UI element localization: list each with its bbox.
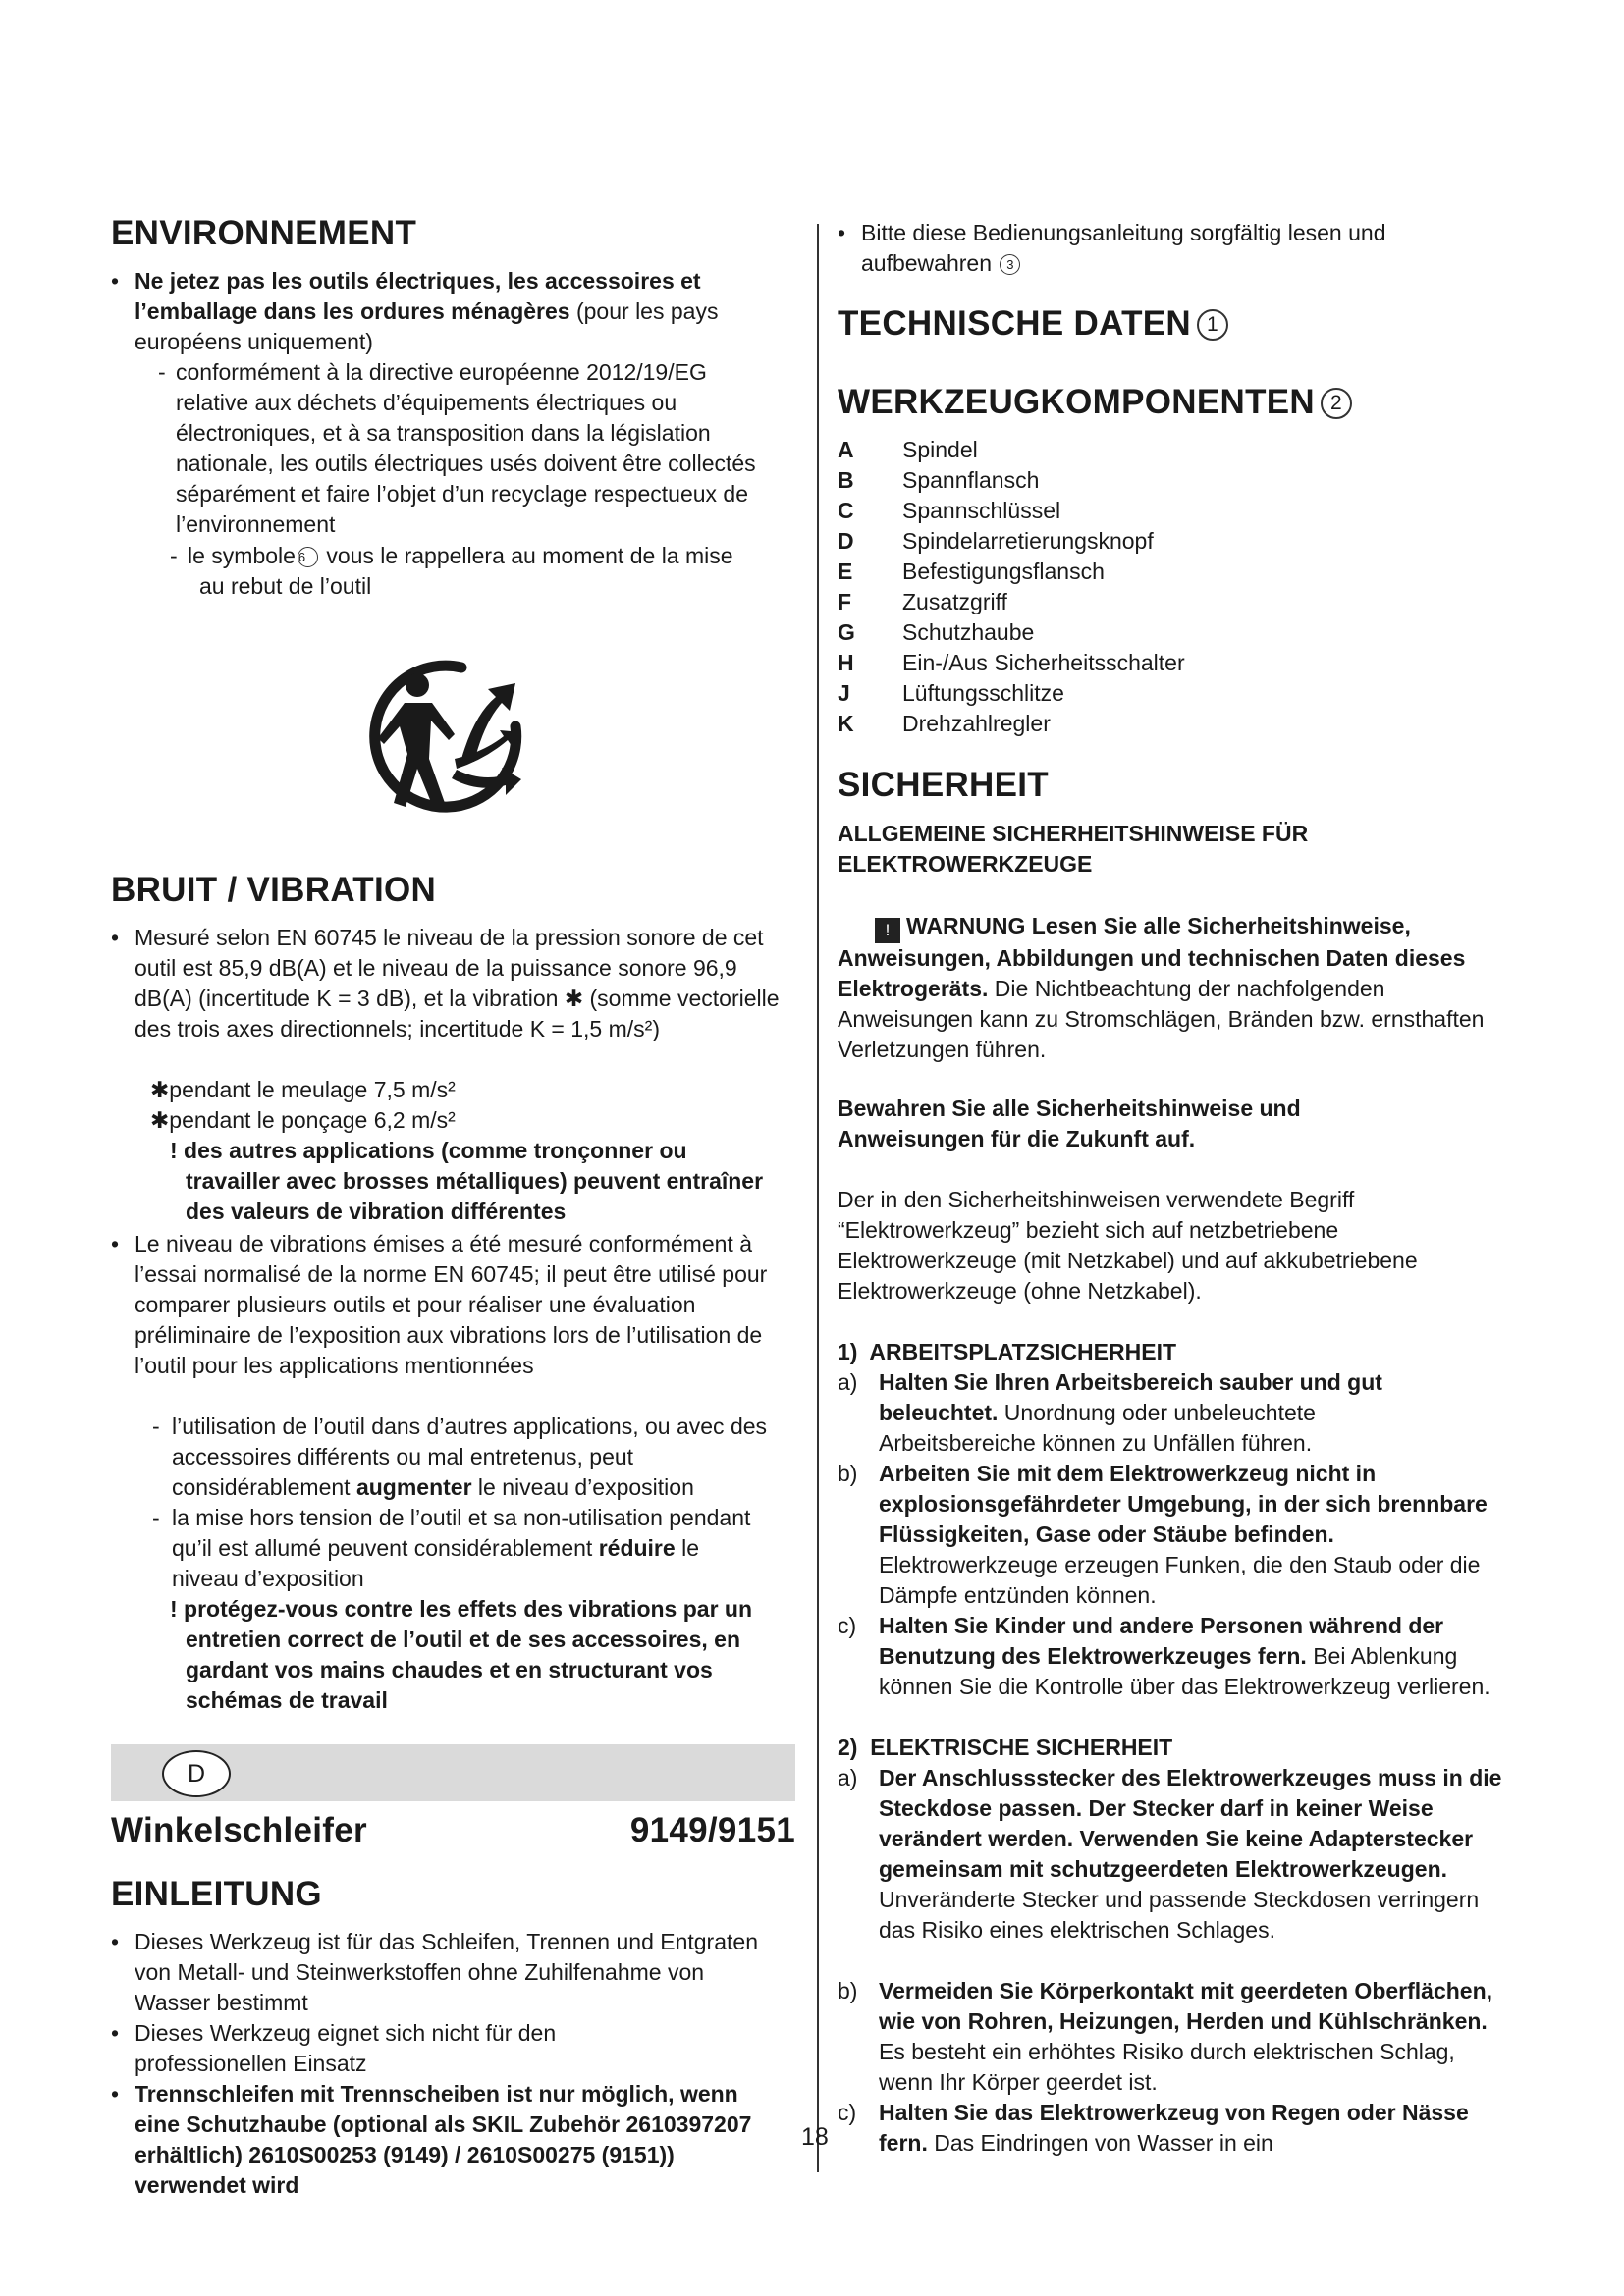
bullet-dot: •: [838, 220, 846, 245]
safety-warning: ! WARNUNG Lesen Sie alle Sicherheitshinweise, Anweisungen, Abbildungen und technischen Daten dieses Elektrogeräts. Die Nichtbeachtung der nachfolgenden Anweisungen kann zu Stromschlägen, Bränden bzw. ernsthaften Verletzungen führen.: [838, 913, 1485, 1062]
heading-environnement: ENVIRONNEMENT: [111, 214, 417, 252]
item-letter: c): [838, 2100, 857, 2125]
item-letter: a): [838, 1765, 858, 1790]
section-2-item-a: Der Anschlussstecker des Elektrowerkzeuges muss in die Steckdose passen. Der Stecker darf in keiner Weise verändert werden. Verwenden Sie keine Adapterstecker gemeinsam mit schutzgeerdeten Elektrowerkzeugen. Unveränderte Stecker und passende Steckdosen verringern das Risiko eines elektrischen Schlages.: [879, 1765, 1502, 1943]
list-item: J Lüftungsschlitze: [838, 680, 1064, 706]
asterisk-icon: ✱: [564, 986, 584, 1011]
triman-recycling-icon: [358, 646, 535, 818]
list-item: D Spindelarretierungsknopf: [838, 528, 1154, 554]
dash-marker: -: [158, 359, 166, 385]
item-letter: b): [838, 1978, 858, 2003]
section-1-item-b: Arbeiten Sie mit dem Elektrowerkzeug nicht in explosionsgefährdeter Umgebung, in der sich brennbare Flüssigkeiten, Gase oder Stäube befinden. Elektrowerkzeuge erzeugen Funken, die den Staub oder die Dämpfe entzünden können.: [879, 1461, 1488, 1608]
figure-ref-3: 3: [1000, 254, 1020, 275]
list-item: H Ein-/Aus Sicherheitsschalter: [838, 650, 1185, 675]
item-letter: c): [838, 1613, 857, 1638]
bullet-dot: •: [111, 1231, 120, 1256]
list-item: E Befestigungsflansch: [838, 559, 1105, 584]
safety-keep: Bewahren Sie alle Sicherheitshinweise und Anweisungen für die Zukunft auf.: [838, 1095, 1301, 1151]
figure-ref-2: 2: [1321, 388, 1352, 419]
country-badge: D: [162, 1750, 231, 1797]
figure-ref-1: 1: [1197, 309, 1228, 341]
list-item: K Drehzahlregler: [838, 711, 1051, 736]
noise-warning-1: ! des autres applications (comme tronçonner ou travailler avec brosses métalliques) peuvent entraîner des valeurs de vibration différentes: [170, 1138, 764, 1224]
section-1-heading: 1) ARBEITSPLATZSICHERHEIT: [838, 1339, 1177, 1364]
language-bar: [111, 1744, 795, 1801]
asterisk-icon: ✱: [150, 1077, 170, 1102]
intro-bullet-3: Trennschleifen mit Trennscheiben ist nur möglich, wenn eine Schutzhaube (optional als SKIL Zubehör 2610397207 erhältlich) 2610S00253 (9149) / 2610S00275 (9151)) verwendet wird: [135, 2081, 752, 2198]
env-bullet: Ne jetez pas les outils électriques, les accessoires et l’emballage dans les ordures ménagères (pour les pays européens uniquement): [135, 268, 719, 354]
list-item: A Spindel: [838, 437, 978, 462]
bullet-dot: •: [111, 925, 120, 950]
column-divider: [817, 224, 819, 2172]
list-item: B Spannflansch: [838, 467, 1040, 493]
heading-bruit-vibration: BRUIT / VIBRATION: [111, 871, 437, 909]
dash-marker: -: [152, 1414, 160, 1439]
heading-technische-daten: TECHNISCHE DATEN 1: [838, 304, 1228, 344]
intro-continued: Bitte diese Bedienungsanleitung sorgfältig lesen und aufbewahren 3: [861, 220, 1386, 276]
figure-ref-6: 6: [298, 547, 318, 567]
env-dash-2: le symbole 6 vous le rappellera au moment de la mise au rebut de l’outil: [188, 543, 733, 599]
section-2-item-b: Vermeiden Sie Körperkontakt mit geerdeten Oberflächen, wie von Rohren, Heizungen, Herden und Kühlschränken. Es besteht ein erhöhtes Risiko durch elektrischen Schlag, wenn Ihr Körper geerdet ist.: [879, 1978, 1493, 2095]
bullet-dot: •: [111, 2020, 120, 2046]
intro-bullet-2: Dieses Werkzeug eignet sich nicht für den professionellen Einsatz: [135, 2020, 557, 2076]
warning-icon: !: [875, 918, 900, 943]
bullet-dot: •: [111, 268, 120, 294]
noise-warning-2: ! protégez-vous contre les effets des vibrations par un entretien correct de l’outil et de ses accessoires, en gardant vos mains chaudes et en structurant vos schémas de travail: [170, 1596, 753, 1713]
bullet-dot: •: [111, 2081, 120, 2107]
product-model: 9149/9151: [629, 1811, 795, 1849]
bullet-dot: •: [111, 1929, 120, 1954]
noise-bullet-1: Mesuré selon EN 60745 le niveau de la pression sonore de cet outil est 85,9 dB(A) et le niveau de la puissance sonore 96,9 dB(A) (incertitude K = 3 dB), et la vibration ✱ (somme vectorielle des trois axes directionnels; incertitude K = 1,5 m/s²): [135, 925, 780, 1041]
item-letter: b): [838, 1461, 858, 1486]
asterisk-icon: ✱: [150, 1107, 170, 1133]
section-1-item-a: Halten Sie Ihren Arbeitsbereich sauber und gut beleuchtet. Unordnung oder unbeleuchtete Arbeitsbereiche können zu Unfällen führen.: [879, 1369, 1382, 1456]
noise-bullet-2: Le niveau de vibrations émises a été mesuré conformément à l’essai normalisé de la norme EN 60745; il peut être utilisé pour comparer plusieurs outils et pour réaliser une évaluation préliminaire de l’exposition aux vibrations lors de l’utilisation de l’outil pour les applications mentionnées: [135, 1231, 768, 1378]
noise-dash-1: l’utilisation de l’outil dans d’autres applications, ou avec des accessoires différents ou mal entretenus, peut considérablement augmenter le niveau d’exposition: [172, 1414, 768, 1500]
safety-term: Der in den Sicherheitshinweisen verwendete Begriff “Elektrowerkzeug” bezieht sich auf netzbetriebene Elektrowerkzeuge (mit Netzkabel) und auf akkubetriebene Elektrowerkzeuge (ohne Netzkabel).: [838, 1187, 1418, 1304]
dash-marker: -: [152, 1505, 160, 1530]
item-letter: a): [838, 1369, 858, 1395]
section-2-item-c: Halten Sie das Elektrowerkzeug von Regen oder Nässe fern. Das Eindringen von Wasser in ein: [879, 2100, 1469, 2156]
noise-sanding: ✱pendant le ponçage 6,2 m/s²: [150, 1107, 456, 1133]
safety-subheading: ALLGEMEINE SICHERHEITSHINWEISE FÜR ELEKTROWERKZEUGE: [838, 821, 1309, 877]
list-item: G Schutzhaube: [838, 619, 1035, 645]
heading-sicherheit: SICHERHEIT: [838, 766, 1049, 804]
heading-werkzeugkomponenten: WERKZEUGKOMPONENTEN 2: [838, 383, 1352, 422]
intro-bullet-1: Dieses Werkzeug ist für das Schleifen, Trennen und Entgraten von Metall- und Steinwerkstoffen ohne Zuhilfenahme von Wasser bestimmt: [135, 1929, 758, 2015]
list-item: C Spannschlüssel: [838, 498, 1061, 523]
section-1-item-c: Halten Sie Kinder und andere Personen während der Benutzung des Elektrowerkzeuges fern. Bei Ablenkung können Sie die Kontrolle über das Elektrowerkzeug verlieren.: [879, 1613, 1490, 1699]
dash-marker: -: [170, 543, 178, 568]
page-number: 18: [801, 2123, 829, 2151]
env-dash-1: conformément à la directive européenne 2012/19/EG relative aux déchets d’équipements électriques ou électroniques, et à sa transposition dans la législation nationale, les outils électriques usés doivent être collectés séparément et faire l’objet d’un recyclage respectueux de l’environnement: [176, 359, 756, 537]
noise-grinding: ✱pendant le meulage 7,5 m/s²: [150, 1077, 456, 1102]
product-name: Winkelschleifer: [111, 1811, 367, 1849]
noise-dash-2: la mise hors tension de l’outil et sa non-utilisation pendant qu’il est allumé peuvent considérablement réduire le niveau d’exposition: [172, 1505, 751, 1591]
list-item: F Zusatzgriff: [838, 589, 1007, 614]
section-2-heading: 2) ELEKTRISCHE SICHERHEIT: [838, 1735, 1173, 1760]
heading-einleitung: EINLEITUNG: [111, 1875, 322, 1913]
